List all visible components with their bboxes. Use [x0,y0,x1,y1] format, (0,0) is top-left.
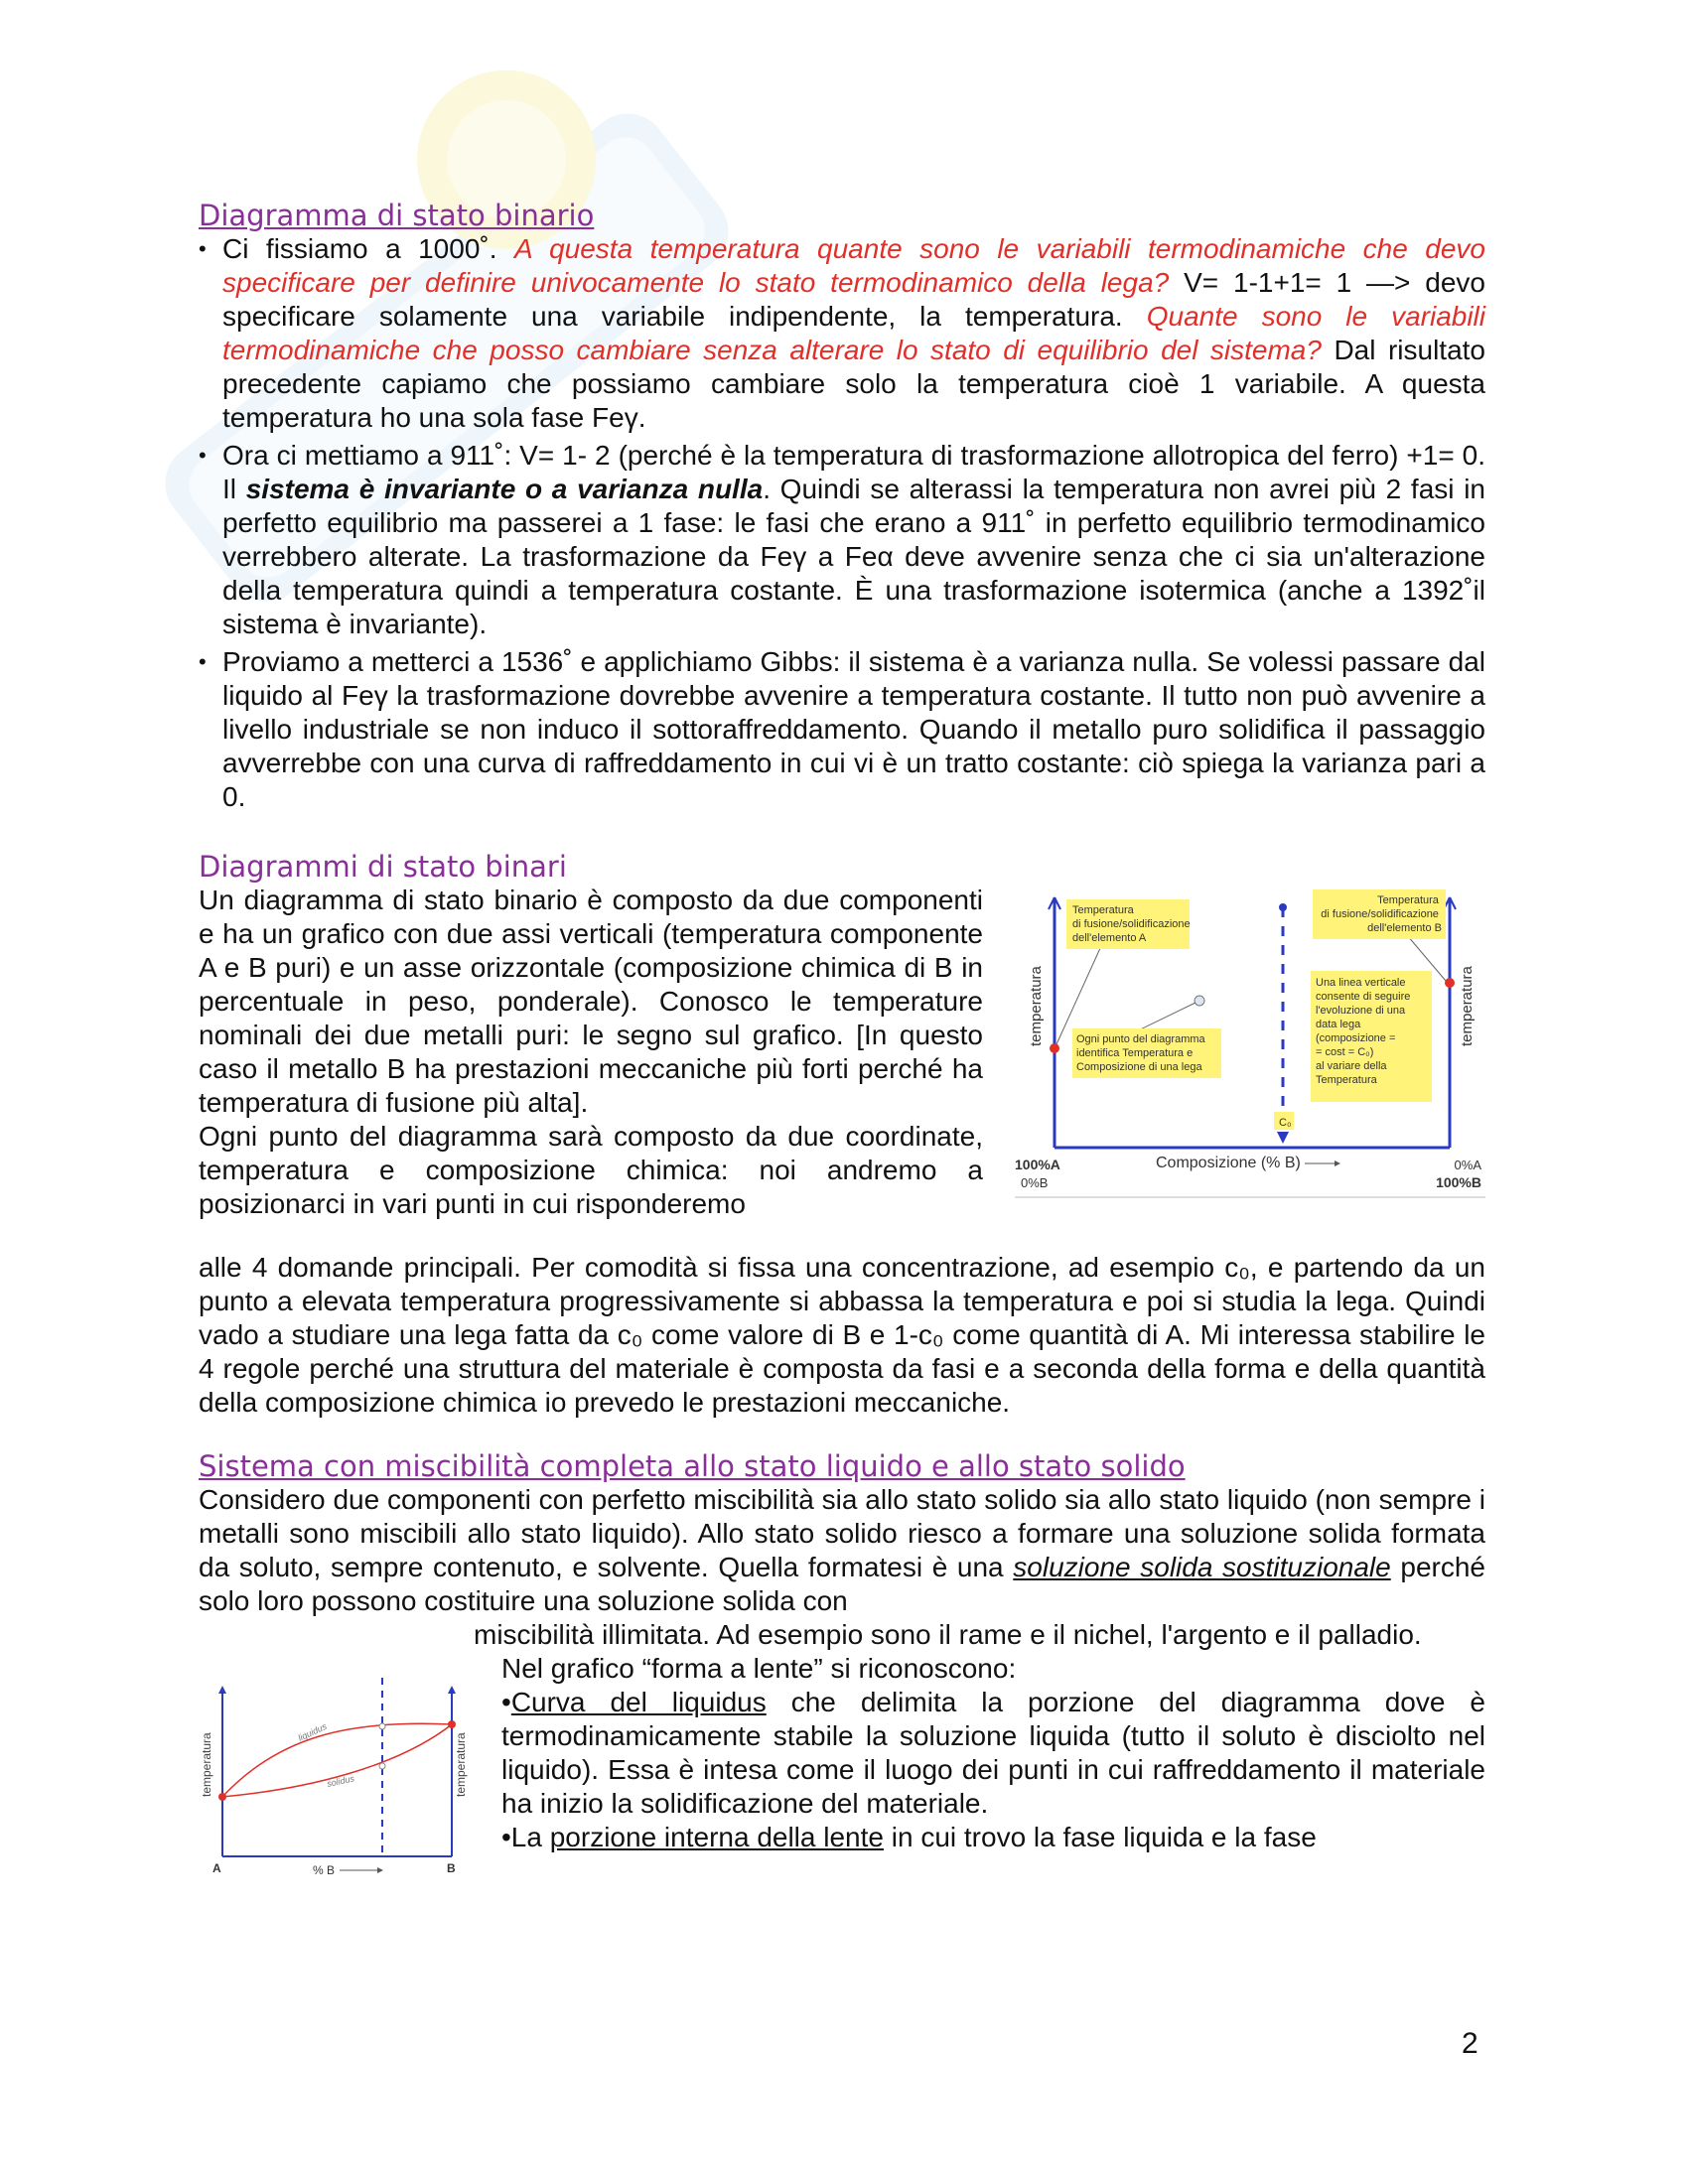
point-b-melting [1445,978,1455,988]
text: V= 1-1+1= 1 —> devo specificare solamente una variabile indipendente, la temperatura. [222,267,1485,332]
term-soluzione-sostituzionale: soluzione solida sostituzionale [1013,1552,1391,1582]
bullet-1536 [199,645,1485,814]
bottom-left-2: 0%B [1021,1175,1049,1190]
text: . Quindi se alterassi la temperatura non avrei più 2 fasi in perfetto equilibrio ma passerei a 1 fase: le fasi che erano a 911˚ in perfetto equilibrio termodinamico verrebbero alterate. La trasformazione da Feγ a Feα deve avvenire senza che ci sia un'alterazione della temperatura quindi a temperatura costante. È una trasformazione isotermica (anche a 1392˚il sistema è invariante). [222,474,1485,639]
ylabel-right: temperatura [454,1732,468,1797]
text: perché solo loro possono costituire una soluzione solida con [199,1552,1485,1616]
ylabel-left: temperatura [1028,966,1045,1046]
bullet-marker: •La [501,1822,550,1852]
ylabel-right: temperatura [1459,966,1476,1046]
paragraph: miscibilità illimitata. Ad esempio sono il rame e il nichel, l'argento e il palladio. [474,1619,1422,1650]
paragraph-lente [501,1821,1485,1854]
bullet-list [199,232,1485,814]
paragraph-liquidus [501,1686,1485,1821]
term-curva-liquidus: Curva del liquidus [510,1687,767,1717]
section-miscibilita [199,1449,1485,1886]
text: in cui trovo la fase liquida e la fase [883,1822,1317,1852]
annotation-box-a-text: Temperatura di fusione/solidificazione dell'elemento A [1072,904,1191,944]
emphasis-text: sistema è invariante o a varianza nulla [245,474,764,504]
bullet-911 [199,439,1485,641]
text: Considero due componenti con perfetto miscibilità sia allo stato solido sia allo stato liquido (non sempre i metalli sono miscibili allo stato liquido). Allo stato solido riesco a formare una soluzione solida formata da soluto, sempre contenuto, e solvente. Quella formatesi è una [199,1484,1485,1582]
section-heading-diagramma-binario: Diagramma di stato binario [199,199,595,232]
label-b: B [447,1861,456,1875]
binary-diagram-figure [1015,887,1485,1215]
document-page [199,199,1485,1886]
paragraph [199,1483,1485,1618]
xlabel: Composizione (% B) [1156,1155,1301,1171]
text: Dal risultato precedente capiamo che possiamo cambiare solo la temperatura cioè 1 variabile. A questa temperatura ho una sola fase Feγ. [222,335,1485,433]
solidus-label: solidus [326,1773,355,1789]
page-number: 2 [1462,2027,1478,2060]
annotation-box-point-text: Ogni punto del diagramma identifica Temperatura e Composizione di una lega [1076,1033,1205,1073]
text: Ora ci mettiamo a 911˚: V= 1- 2 (perché è la temperatura di trasformazione allotropica del ferro) +1= 0. Il [222,440,1485,504]
xlabel: % B [313,1863,336,1877]
ylabel-left: temperatura [200,1732,213,1797]
liquidus-label: liquidus [296,1720,329,1743]
term-porzione-interna: porzione interna della lente [549,1822,884,1852]
label-a: A [212,1861,221,1875]
paragraph: Nel grafico “forma a lente” si riconoscono: [501,1653,1017,1684]
bottom-left-1: 100%A [1015,1157,1060,1172]
text: Proviamo a metterci a 1536˚ e applichiamo Gibbs: il sistema è a varianza nulla. Se volessi passare dal liquido al Feγ la trasformazione dovrebbe avvenire a temperatura costante. Il tutto non può avvenire a livello industriale se non induco il sottoraffreddamento. Quando il metallo puro solidifica il passaggio avverrebbe con una curva di raffreddamento in cui vi è un tratto costante: ciò spiega la varianza pari a 0. [222,646,1485,812]
question-text: Quante sono le variabili termodinamiche che posso cambiare senza alterare lo stato di equilibrio del sistema? [222,301,1486,365]
paragraph: Un diagramma di stato binario è composto da due componenti e ha un grafico con due assi verticali (temperatura componente A e B puri) e un asse orizzontale (composizione chimica di B in percentuale in peso, ponderale). Conosco le temperature nominali dei due metalli puri: le segno sul grafico. [In questo caso il metallo B ha prestazioni meccaniche più forti perché ha temperatura di fusione più alta]. [199,885,983,1118]
bottom-right-1: 0%A [1454,1158,1481,1172]
question-text: A questa temperatura quante sono le variabili termodinamiche che devo specificare per definire univocamente lo stato termodinamico della lega? [222,233,1485,298]
text: che delimita la porzione del diagramma dove è termodinamicamente stabile la soluzione liquida (tutto il soluto è disciolto nel liquido). Essa è intesa come il luogo dei punti in cui raffreddamento il materiale ha inizio la solidificazione del materiale. [501,1687,1485,1819]
text: Ci fissiamo a 1000˚. [222,233,514,264]
c0-label: C₀ [1279,1117,1292,1129]
lens-description [474,1618,1485,1854]
section-diagrammi-binari [199,850,1485,1420]
annotation-box-b-text: Temperatura di fusione/solidificazione dell'elemento B [1321,894,1442,934]
paragraph: Ogni punto del diagramma sarà composto da due coordinate, temperatura e composizione chimica: noi andremo a posizionarci in vari punti in cui risponderemo [199,1121,983,1219]
point-a-melting [1050,1043,1059,1053]
section-heading-miscibilita: Sistema con miscibilità completa allo stato liquido e allo stato solido [199,1449,1186,1483]
lens-diagram-figure [199,1668,472,1881]
section-heading-diagrammi-binari: Diagrammi di stato binari [199,850,567,884]
paragraph: alle 4 domande principali. Per comodità si fissa una concentrazione, ad esempio c₀, e partendo da un punto a elevata temperatura progressivamente si abbassa la temperatura e poi si studia la lega. Quindi vado a studiare una lega fatta da c₀ come valore di B e 1-c₀ come quantità di A. Mi interessa stabilire le 4 regole perché una struttura del materiale è composta da fasi e a seconda della forma e della quantità della composizione chimica io prevedo le prestazioni meccaniche. [199,1252,1485,1418]
bullet-marker: • [501,1687,511,1717]
bottom-right-2: 100%B [1436,1174,1481,1190]
paragraph-intro [199,884,983,1221]
bullet-1000 [199,232,1485,435]
annotation-box-line-text: Una linea verticale consente di seguire l'evoluzione di una data lega (composizione = = cost = C₀) al variare della Temperatura [1316,977,1411,1086]
